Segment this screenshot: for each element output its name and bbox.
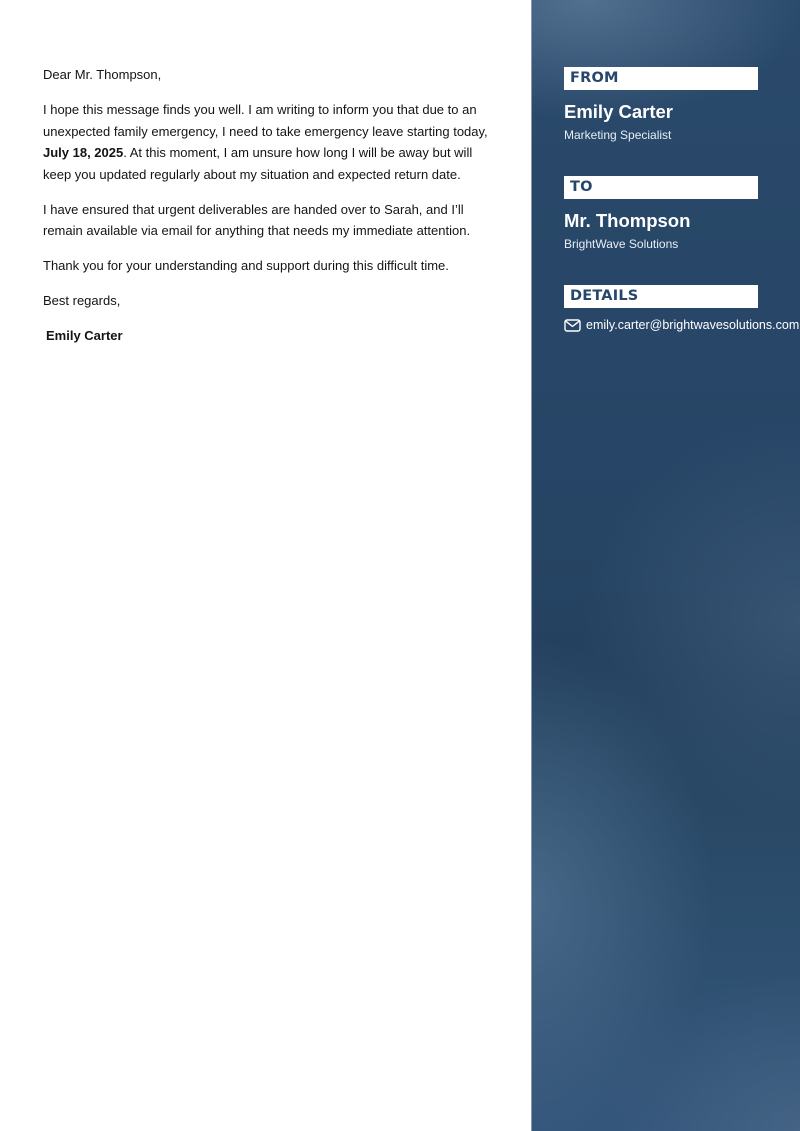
to-label: TO xyxy=(564,176,758,199)
paragraph-1-text-start: I hope this message finds you well. I am writing to inform you that due to an unexpected family emergency, I need to take emergency leave starting today, xyxy=(43,102,488,139)
sender-title: Marketing Specialist xyxy=(564,128,672,142)
leave-start-date: July 18, 2025 xyxy=(43,145,124,160)
letter-paragraph-2: I have ensured that urgent deliverables are handed over to Sarah, and I’ll remain available via email for anything that needs my immediate attention. xyxy=(43,201,471,238)
sidebar xyxy=(531,0,800,1131)
envelope-icon xyxy=(564,319,581,332)
email-address[interactable]: emily.carter@brightwavesolutions.com xyxy=(586,318,800,332)
email-row xyxy=(564,317,799,333)
letter-greeting: Dear Mr. Thompson, xyxy=(43,67,162,82)
letter-paragraph-3: Thank you for your understanding and support during this difficult time. xyxy=(43,258,449,273)
from-label: FROM xyxy=(564,67,758,90)
details-label: DETAILS xyxy=(564,285,758,308)
recipient-name: Mr. Thompson xyxy=(564,210,691,231)
letter-paragraph-1 xyxy=(43,99,498,185)
letter-signature: Emily Carter xyxy=(46,328,123,343)
paragraph-1-text-end: . At this moment, I am unsure how long I will be away but will keep you updated regularly about my situation and expected return date. xyxy=(43,145,473,182)
sender-name: Emily Carter xyxy=(564,101,673,122)
letter-closing: Best regards, xyxy=(43,293,121,308)
letter-body xyxy=(43,64,498,360)
recipient-company: BrightWave Solutions xyxy=(564,237,679,251)
